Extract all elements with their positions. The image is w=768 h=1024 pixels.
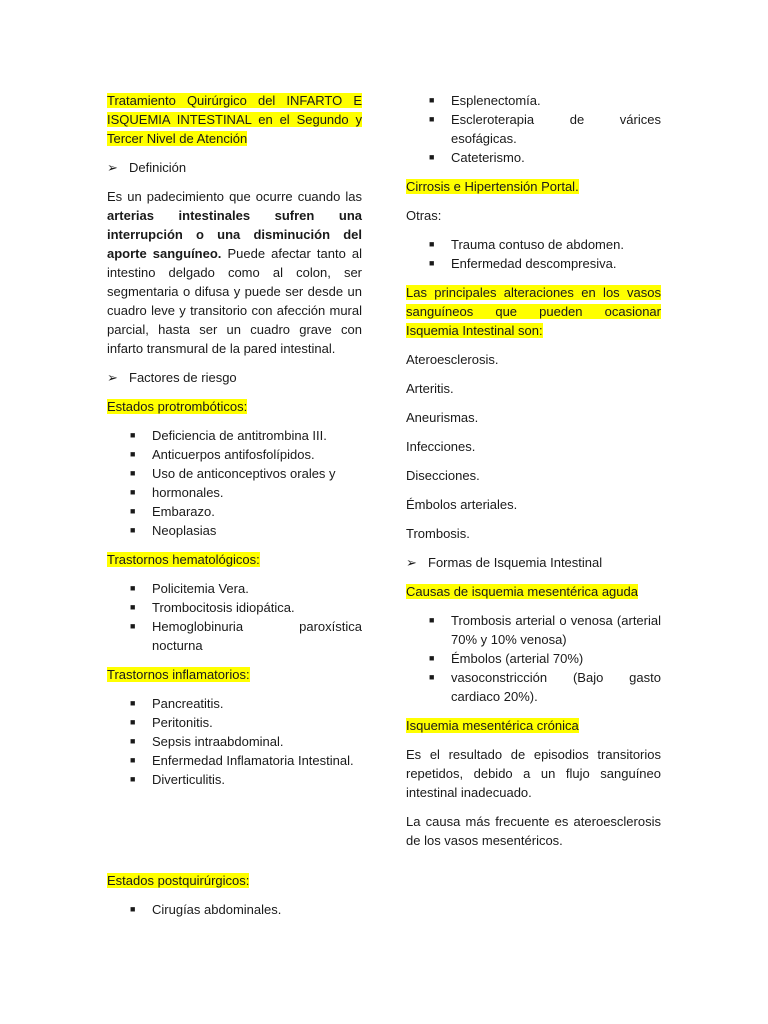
square-bullet-icon: ■ [130, 449, 136, 459]
arrow-bullet-icon: ➢ [107, 370, 118, 385]
heading-inflamatorios: Trastornos inflamatorios: [107, 667, 250, 682]
square-bullet-icon: ■ [130, 602, 136, 612]
list-item: ■ Sepsis intraabdominal. [107, 732, 362, 751]
square-bullet-icon: ■ [429, 615, 435, 625]
left-column-bottom [107, 871, 362, 929]
arrow-bullet-icon: ➢ [406, 555, 417, 570]
alteration-item: Infecciones. [406, 439, 476, 454]
heading-postquirurgicos: Estados postquirúrgicos: [107, 873, 250, 888]
square-bullet-icon: ■ [429, 95, 435, 105]
heading-hematologicos: Trastornos hematológicos: [107, 552, 260, 567]
list-item: ■ Uso de anticonceptivos orales y [107, 464, 362, 483]
section-factores [107, 368, 362, 387]
square-bullet-icon: ■ [130, 621, 136, 631]
list-item: ■ hormonales. [107, 483, 362, 502]
list-postquirurgicos [107, 900, 362, 919]
square-bullet-icon: ■ [130, 774, 136, 784]
square-bullet-icon: ■ [130, 506, 136, 516]
square-bullet-icon: ■ [130, 755, 136, 765]
list-item: ■ Enfermedad descompresiva. [406, 254, 661, 273]
heading-aguda: Causas de isquemia mesentérica aguda [406, 584, 638, 599]
list-item: ■ Cirugías abdominales. [107, 900, 362, 919]
definition-paragraph: Es un padecimiento que ocurre cuando las arterias intestinales sufren una interrupción o una disminución del aporte sanguíneo. Puede afectar tanto al intestino delgado como al colon, ser segmentaria o difusa y puede ser desde un cuadro leve y transitorio con afección mural parcial, hasta ser un cuadro grave con infarto transmural de la pared intestinal. [107, 189, 362, 356]
otras-label: Otras: [406, 208, 442, 223]
section-formas [406, 553, 661, 572]
alteration-item: Arteritis. [406, 381, 454, 396]
alteration-item: Aneurismas. [406, 410, 479, 425]
list-item: ■ Neoplasias [107, 521, 362, 540]
left-column [107, 91, 362, 799]
square-bullet-icon: ■ [130, 736, 136, 746]
heading-cronica: Isquemia mesentérica crónica [406, 718, 579, 733]
right-column [406, 91, 661, 860]
list-item: ■ Esplenectomía. [406, 91, 661, 110]
square-bullet-icon: ■ [130, 717, 136, 727]
list-item: ■ Policitemia Vera. [107, 579, 362, 598]
list-item: ■ Diverticulitis. [107, 770, 362, 789]
list-hematologicos [107, 579, 362, 655]
list-aguda [406, 611, 661, 706]
list-item: ■ Trauma contuso de abdomen. [406, 235, 661, 254]
alteration-item: Ateroesclerosis. [406, 352, 499, 367]
square-bullet-icon: ■ [429, 239, 435, 249]
section-definicion [107, 158, 362, 177]
square-bullet-icon: ■ [130, 583, 136, 593]
alteration-item: Disecciones. [406, 468, 480, 483]
cronica-paragraph-1: Es el resultado de episodios transitorios repetidos, debido a un flujo sanguíneo intestinal inadecuado. [406, 747, 661, 800]
heading-protromboticos: Estados protrombóticos: [107, 399, 248, 414]
square-bullet-icon: ■ [130, 525, 136, 535]
heading-cirrosis: Cirrosis e Hipertensión Portal. [406, 179, 579, 194]
list-item: ■ Hemoglobinuria paroxística nocturna [107, 617, 362, 655]
list-continued [406, 91, 661, 167]
list-item: ■ Trombosis arterial o venosa (arterial 70% y 10% venosa) [406, 611, 661, 649]
square-bullet-icon: ■ [130, 468, 136, 478]
square-bullet-icon: ■ [130, 487, 136, 497]
section-label: Factores de riesgo [129, 370, 237, 385]
square-bullet-icon: ■ [429, 114, 435, 124]
list-item: ■ vasoconstricción (Bajo gasto cardiaco 20%). [406, 668, 661, 706]
list-item: ■ Émbolos (arterial 70%) [406, 649, 661, 668]
list-item: ■ Cateterismo. [406, 148, 661, 167]
list-item: ■ Enfermedad Inflamatoria Intestinal. [107, 751, 362, 770]
section-label: Formas de Isquemia Intestinal [428, 555, 603, 570]
list-inflamatorios [107, 694, 362, 789]
square-bullet-icon: ■ [130, 698, 136, 708]
alteration-item: Émbolos arteriales. [406, 497, 518, 512]
list-protromboticos [107, 426, 362, 540]
section-label: Definición [129, 160, 187, 175]
document-title: Tratamiento Quirúrgico del INFARTO E ISQUEMIA INTESTINAL en el Segundo y Tercer Nivel de Atención [107, 93, 362, 146]
list-otras [406, 235, 661, 273]
list-item: ■ Peritonitis. [107, 713, 362, 732]
square-bullet-icon: ■ [429, 653, 435, 663]
list-item: ■ Trombocitosis idiopática. [107, 598, 362, 617]
list-item: ■ Pancreatitis. [107, 694, 362, 713]
square-bullet-icon: ■ [130, 904, 136, 914]
square-bullet-icon: ■ [429, 258, 435, 268]
cronica-paragraph-2: La causa más frecuente es ateroesclerosis de los vasos mesentéricos. [406, 814, 661, 848]
list-item: ■ Anticuerpos antifosfolípidos. [107, 445, 362, 464]
heading-alteraciones: Las principales alteraciones en los vasos sanguíneos que pueden ocasionar Isquemia Intestinal son: [406, 285, 661, 338]
list-item: ■ Escleroterapia de várices esofágicas. [406, 110, 661, 148]
arrow-bullet-icon: ➢ [107, 160, 118, 175]
alteration-item: Trombosis. [406, 526, 470, 541]
square-bullet-icon: ■ [130, 430, 136, 440]
list-item: ■ Deficiencia de antitrombina III. [107, 426, 362, 445]
square-bullet-icon: ■ [429, 672, 435, 682]
list-item: ■ Embarazo. [107, 502, 362, 521]
square-bullet-icon: ■ [429, 152, 435, 162]
